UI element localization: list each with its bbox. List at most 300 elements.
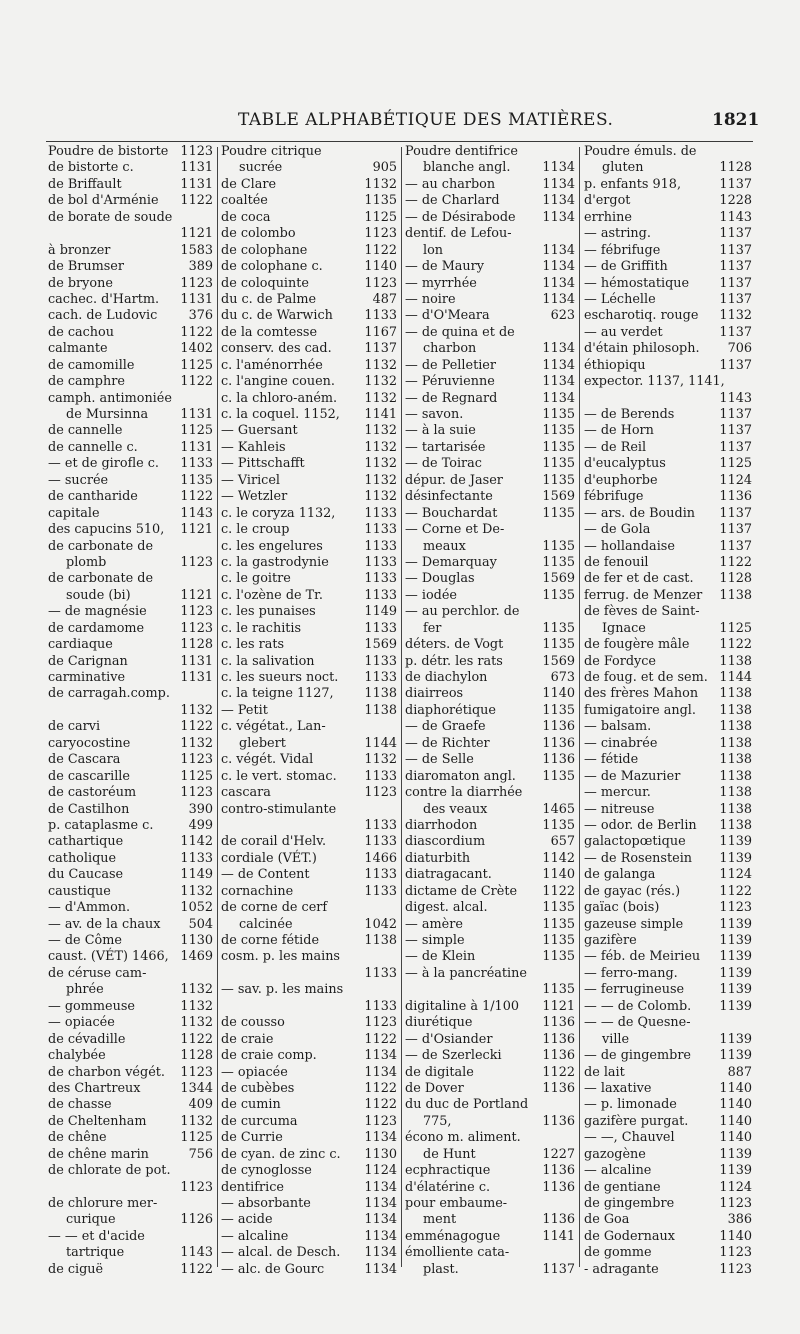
index-entry bbox=[405, 900, 575, 916]
entry-page: 1133 bbox=[364, 538, 397, 554]
entry-term: escharotiq. rouge bbox=[584, 308, 699, 324]
entry-page: 1123 bbox=[180, 604, 213, 620]
index-entry bbox=[405, 1114, 575, 1130]
entry-term: — de quina et de bbox=[405, 324, 515, 340]
index-entry bbox=[221, 555, 397, 571]
entry-term: — — de Colomb. bbox=[584, 998, 692, 1014]
entry-term: de chêne marin bbox=[48, 1146, 149, 1162]
index-entry bbox=[405, 243, 575, 259]
index-entry bbox=[221, 423, 397, 439]
entry-term: de chêne bbox=[48, 1130, 107, 1146]
entry-term: dentif. de Lefou- bbox=[405, 226, 512, 242]
entry-page: 1137 bbox=[719, 291, 752, 307]
entry-page: 1135 bbox=[542, 933, 575, 948]
entry-page: 1139 bbox=[719, 916, 752, 932]
entry-term: ecphractique bbox=[405, 1163, 491, 1179]
entry-term: — de Désirabode bbox=[405, 209, 516, 225]
entry-page: 1124 bbox=[719, 472, 752, 488]
entry-term: diaromaton angl. bbox=[405, 768, 516, 784]
index-entry bbox=[221, 802, 397, 818]
entry-term: de Godernaux bbox=[584, 1228, 675, 1244]
index-entry bbox=[48, 851, 213, 867]
entry-page: 1138 bbox=[364, 702, 397, 718]
entry-term: Poudre de bistorte bbox=[48, 144, 169, 159]
index-entry bbox=[584, 210, 752, 226]
index-entry bbox=[48, 686, 213, 702]
entry-term: — de Griffith bbox=[584, 259, 668, 275]
index-entry bbox=[584, 818, 752, 834]
index-entry bbox=[221, 621, 397, 637]
index-entry bbox=[48, 1212, 213, 1228]
entry-term: — mercur. bbox=[584, 785, 651, 801]
entry-page: 1143 bbox=[719, 209, 752, 225]
index-entry bbox=[221, 144, 397, 160]
entry-term: — Petit bbox=[221, 702, 268, 718]
index-entry bbox=[584, 160, 752, 176]
entry-term: de cascarille bbox=[48, 768, 130, 784]
index-entry bbox=[405, 539, 575, 555]
entry-term: de carvi bbox=[48, 719, 101, 735]
index-entry bbox=[48, 193, 213, 209]
index-entry bbox=[405, 1147, 575, 1163]
entry-page: 1135 bbox=[542, 587, 575, 603]
index-entry bbox=[584, 423, 752, 439]
entry-term: — ferrugineuse bbox=[584, 982, 685, 998]
index-entry bbox=[584, 456, 752, 472]
index-entry bbox=[221, 900, 397, 916]
entry-page: 1122 bbox=[180, 1031, 213, 1047]
entry-term: cach. de Ludovic bbox=[48, 308, 158, 324]
entry-term: — à la pancréatine bbox=[405, 965, 527, 981]
entry-term: — hollandaise bbox=[584, 538, 675, 554]
index-entry bbox=[584, 1048, 752, 1064]
index-entry bbox=[221, 407, 397, 423]
index-entry bbox=[48, 506, 213, 522]
entry-page: 1128 bbox=[719, 571, 752, 587]
entry-page: 1130 bbox=[364, 1146, 397, 1162]
entry-term: de foug. et de sem. bbox=[584, 670, 708, 685]
entry-term: de cantharide bbox=[48, 489, 138, 505]
entry-page: 1138 bbox=[719, 817, 752, 833]
entry-term: gazogène bbox=[584, 1146, 646, 1162]
entry-term: de Mursinna bbox=[66, 407, 149, 422]
entry-page: 1123 bbox=[364, 1015, 397, 1031]
index-entry bbox=[405, 391, 575, 407]
entry-term: de Dover bbox=[405, 1080, 464, 1096]
entry-page: 1135 bbox=[542, 768, 575, 784]
index-entry bbox=[221, 588, 397, 604]
entry-page: 1131 bbox=[180, 439, 213, 455]
entry-page: 756 bbox=[188, 1146, 213, 1162]
entry-page: 1133 bbox=[364, 768, 397, 784]
entry-term: — astring. bbox=[584, 226, 651, 242]
index-entry bbox=[584, 686, 752, 702]
entry-term: de fer et de cast. bbox=[584, 571, 694, 587]
index-entry bbox=[48, 374, 213, 390]
index-entry bbox=[48, 571, 213, 587]
index-entry bbox=[48, 144, 213, 160]
entry-page: 1138 bbox=[719, 702, 752, 718]
index-entry bbox=[221, 933, 397, 949]
entry-page: 1123 bbox=[364, 226, 397, 242]
index-entry bbox=[48, 210, 213, 226]
entry-term: pour embaume- bbox=[405, 1196, 508, 1211]
entry-term: — Demarquay bbox=[405, 554, 497, 570]
running-header bbox=[0, 110, 800, 136]
entry-term: — de Pelletier bbox=[405, 357, 496, 373]
entry-term: — à la suie bbox=[405, 423, 476, 439]
index-entry bbox=[405, 555, 575, 571]
entry-term: — de Content bbox=[221, 867, 310, 883]
index-entry bbox=[405, 144, 575, 160]
entry-page: 1134 bbox=[542, 160, 575, 176]
index-entry bbox=[221, 177, 397, 193]
index-entry bbox=[405, 999, 575, 1015]
entry-term: — cinabrée bbox=[584, 735, 658, 751]
entry-page: 1123 bbox=[719, 1261, 752, 1277]
entry-term: d'euphorbe bbox=[584, 472, 658, 488]
index-entry bbox=[221, 1114, 397, 1130]
index-entry bbox=[405, 1245, 575, 1261]
index-entry bbox=[221, 193, 397, 209]
entry-term: — gommeuse bbox=[48, 998, 135, 1014]
index-entry bbox=[584, 473, 752, 489]
index-entry bbox=[48, 1048, 213, 1064]
entry-page: 1132 bbox=[364, 439, 397, 455]
entry-term: — simple bbox=[405, 933, 465, 948]
entry-page: 1123 bbox=[364, 275, 397, 291]
index-entry bbox=[584, 226, 752, 242]
entry-page: 1136 bbox=[542, 1212, 575, 1228]
entry-page: 389 bbox=[188, 259, 213, 275]
entry-page: 1139 bbox=[719, 850, 752, 866]
entry-page: 1138 bbox=[719, 801, 752, 817]
entry-page: 1121 bbox=[180, 226, 213, 242]
entry-page: 1136 bbox=[542, 1113, 575, 1129]
index-entry bbox=[584, 769, 752, 785]
entry-page: 1135 bbox=[180, 472, 213, 488]
index-entry bbox=[221, 1212, 397, 1228]
index-entry bbox=[48, 177, 213, 193]
index-entry bbox=[221, 341, 397, 357]
index-entry bbox=[584, 752, 752, 768]
entry-term: — Wetzler bbox=[221, 489, 288, 505]
entry-term: d'ergot bbox=[584, 193, 631, 209]
entry-page: 1140 bbox=[719, 1130, 752, 1146]
entry-page: 1139 bbox=[719, 933, 752, 948]
entry-term: gazifère purgat. bbox=[584, 1113, 689, 1129]
entry-page: 1569 bbox=[542, 571, 575, 587]
entry-term: plomb bbox=[66, 554, 107, 570]
index-entry bbox=[48, 1081, 213, 1097]
index-entry bbox=[584, 867, 752, 883]
entry-page: 1140 bbox=[719, 1097, 752, 1113]
index-entry bbox=[405, 588, 575, 604]
entry-term: de Brumser bbox=[48, 259, 124, 275]
entry-page: 390 bbox=[188, 801, 213, 817]
column-divider bbox=[579, 147, 580, 1267]
index-entry bbox=[48, 1163, 213, 1179]
entry-page: 1123 bbox=[180, 752, 213, 768]
index-entry bbox=[48, 1147, 213, 1163]
entry-page: 1134 bbox=[364, 1048, 397, 1064]
index-entry bbox=[221, 308, 397, 324]
index-entry bbox=[584, 982, 752, 998]
index-entry bbox=[221, 522, 397, 538]
index-entry bbox=[221, 160, 397, 176]
index-entry bbox=[405, 884, 575, 900]
index-entry bbox=[221, 1229, 397, 1245]
entry-term: c. la teigne 1127, bbox=[221, 686, 334, 702]
entry-page: 1167 bbox=[364, 324, 397, 340]
index-entry bbox=[221, 999, 397, 1015]
entry-term: du Caucase bbox=[48, 867, 124, 883]
entry-term: d'élatérine c. bbox=[405, 1179, 491, 1195]
entry-term: déters. de Vogt bbox=[405, 637, 504, 653]
index-entry bbox=[405, 1097, 575, 1113]
entry-page: 673 bbox=[550, 670, 575, 685]
page-number: 1821 bbox=[712, 110, 760, 130]
entry-page: 1135 bbox=[542, 900, 575, 916]
entry-term: capitale bbox=[48, 505, 100, 521]
entry-page: 1135 bbox=[542, 538, 575, 554]
entry-page: 1122 bbox=[180, 193, 213, 209]
index-entry bbox=[405, 686, 575, 702]
entry-term: lon bbox=[423, 242, 444, 258]
entry-page: 1142 bbox=[542, 850, 575, 866]
index-entry bbox=[584, 292, 752, 308]
entry-term: c. la chloro-aném. bbox=[221, 390, 338, 406]
index-entry bbox=[221, 686, 397, 702]
entry-page: 657 bbox=[550, 834, 575, 850]
entry-page: 409 bbox=[188, 1097, 213, 1113]
entry-page: 1139 bbox=[719, 982, 752, 998]
index-entry bbox=[48, 226, 213, 242]
index-entry bbox=[584, 1081, 752, 1097]
entry-page: 376 bbox=[188, 308, 213, 324]
index-entry bbox=[584, 1196, 752, 1212]
column-divider bbox=[401, 147, 402, 1267]
entry-page: 1128 bbox=[180, 1048, 213, 1064]
entry-term: gluten bbox=[602, 160, 644, 176]
entry-page: 1131 bbox=[180, 670, 213, 685]
entry-term: cachec. d'Hartm. bbox=[48, 291, 160, 307]
index-column-2 bbox=[221, 144, 397, 1282]
entry-page: 1122 bbox=[719, 883, 752, 899]
entry-term: de fougère mâle bbox=[584, 637, 690, 653]
index-entry bbox=[48, 160, 213, 176]
index-entry bbox=[584, 1065, 752, 1081]
entry-page: 1144 bbox=[364, 735, 397, 751]
index-entry bbox=[48, 621, 213, 637]
entry-page: 1143 bbox=[180, 505, 213, 521]
index-entry bbox=[48, 785, 213, 801]
entry-term: de la comtesse bbox=[221, 324, 318, 340]
entry-term: — Péruvienne bbox=[405, 374, 495, 390]
index-entry bbox=[221, 292, 397, 308]
entry-term: — absorbante bbox=[221, 1196, 311, 1211]
entry-term: — de Mazurier bbox=[584, 768, 681, 784]
entry-page: 1138 bbox=[719, 752, 752, 768]
entry-page: 1137 bbox=[719, 259, 752, 275]
entry-term: de borate de soude bbox=[48, 209, 173, 225]
entry-term: de chasse bbox=[48, 1097, 112, 1113]
entry-term: — au verdet bbox=[584, 324, 663, 340]
entry-term: Poudre émuls. de bbox=[584, 144, 697, 159]
entry-term: de chlorure mer- bbox=[48, 1196, 158, 1211]
entry-page: 905 bbox=[372, 160, 397, 176]
entry-page: 1135 bbox=[542, 472, 575, 488]
entry-page: 1135 bbox=[542, 407, 575, 422]
index-entry bbox=[221, 489, 397, 505]
entry-page: 1136 bbox=[542, 735, 575, 751]
entry-term: de Goa bbox=[584, 1212, 630, 1228]
entry-term: des Chartreux bbox=[48, 1080, 141, 1096]
entry-page: 1138 bbox=[719, 686, 752, 702]
index-entry bbox=[48, 752, 213, 768]
entry-term: — ferro-mang. bbox=[584, 965, 678, 981]
index-entry bbox=[584, 489, 752, 505]
index-entry bbox=[584, 999, 752, 1015]
entry-term: d'étain philosoph. bbox=[584, 341, 700, 357]
entry-term: fer bbox=[423, 620, 442, 636]
entry-page: 1135 bbox=[542, 620, 575, 636]
entry-term: de cynoglosse bbox=[221, 1163, 312, 1179]
entry-term: cathartique bbox=[48, 834, 124, 850]
entry-page: 1134 bbox=[364, 1261, 397, 1277]
entry-page: 1125 bbox=[180, 357, 213, 373]
index-entry bbox=[221, 1147, 397, 1163]
entry-page: 1121 bbox=[180, 522, 213, 538]
entry-term: — — de Quesne- bbox=[584, 1015, 691, 1031]
index-entry bbox=[221, 966, 397, 982]
entry-term: de colombo bbox=[221, 226, 296, 242]
entry-term: de gomme bbox=[584, 1245, 652, 1261]
index-entry bbox=[221, 949, 397, 965]
entry-term: 775, bbox=[423, 1113, 452, 1129]
entry-term: cardiaque bbox=[48, 637, 113, 653]
entry-term: glebert bbox=[239, 735, 286, 751]
entry-term: ment bbox=[423, 1212, 457, 1228]
entry-term: meaux bbox=[423, 538, 466, 554]
index-entry bbox=[584, 506, 752, 522]
index-entry bbox=[221, 276, 397, 292]
index-entry bbox=[221, 1032, 397, 1048]
index-entry bbox=[584, 802, 752, 818]
entry-term: p. enfants 918, bbox=[584, 176, 682, 192]
index-entry bbox=[48, 539, 213, 555]
index-entry bbox=[584, 358, 752, 374]
index-entry bbox=[584, 834, 752, 850]
index-entry bbox=[584, 588, 752, 604]
entry-term: de carragah.comp. bbox=[48, 686, 170, 702]
index-entry bbox=[405, 423, 575, 439]
entry-page: 1139 bbox=[719, 1048, 752, 1064]
index-entry bbox=[48, 276, 213, 292]
entry-page: 1123 bbox=[180, 785, 213, 801]
entry-page: 1122 bbox=[719, 554, 752, 570]
entry-page: 1228 bbox=[719, 193, 752, 209]
entry-page: 1128 bbox=[719, 160, 752, 176]
entry-term: émolliente cata- bbox=[405, 1245, 510, 1261]
entry-page: 1134 bbox=[542, 357, 575, 373]
entry-term: — Guersant bbox=[221, 423, 298, 439]
entry-term: — Bouchardat bbox=[405, 505, 498, 521]
index-entry bbox=[584, 259, 752, 275]
index-entry bbox=[221, 243, 397, 259]
entry-term: — de gingembre bbox=[584, 1048, 692, 1064]
entry-term: — Douglas bbox=[405, 571, 475, 587]
index-entry bbox=[584, 341, 752, 357]
entry-term: fumigatoire angl. bbox=[584, 702, 696, 718]
entry-term: de Briffault bbox=[48, 176, 122, 192]
index-entry bbox=[405, 834, 575, 850]
entry-term: coaltée bbox=[221, 193, 268, 209]
index-entry bbox=[405, 769, 575, 785]
entry-term: digitaline à 1/100 bbox=[405, 998, 519, 1014]
entry-term: - adragante bbox=[584, 1261, 659, 1277]
index-entry bbox=[221, 884, 397, 900]
entry-page: 1134 bbox=[542, 176, 575, 192]
entry-page: 1135 bbox=[542, 817, 575, 833]
entry-page: 1123 bbox=[180, 1064, 213, 1080]
index-entry bbox=[405, 440, 575, 456]
entry-page: 1143 bbox=[180, 1245, 213, 1261]
index-entry bbox=[48, 654, 213, 670]
entry-term: catholique bbox=[48, 850, 117, 866]
index-entry bbox=[221, 506, 397, 522]
index-entry bbox=[221, 834, 397, 850]
index-entry bbox=[405, 341, 575, 357]
entry-term: cornachine bbox=[221, 883, 294, 899]
index-entry bbox=[584, 736, 752, 752]
entry-term: de colophane bbox=[221, 242, 308, 258]
index-entry bbox=[405, 259, 575, 275]
entry-page: 1135 bbox=[542, 456, 575, 472]
entry-page: 1137 bbox=[719, 226, 752, 242]
entry-page: 1137 bbox=[719, 439, 752, 455]
entry-page: 1123 bbox=[364, 1113, 397, 1129]
entry-term: de camphre bbox=[48, 374, 125, 390]
entry-page: 1465 bbox=[542, 801, 575, 817]
entry-term: de Cascara bbox=[48, 752, 121, 768]
entry-term: — au perchlor. de bbox=[405, 604, 520, 620]
entry-term: — alcal. de Desch. bbox=[221, 1245, 341, 1261]
entry-term: — de Selle bbox=[405, 752, 474, 768]
entry-page: 1122 bbox=[719, 637, 752, 653]
index-entry bbox=[405, 489, 575, 505]
entry-page: 1132 bbox=[364, 357, 397, 373]
entry-term: de digitale bbox=[405, 1064, 474, 1080]
entry-page: 1142 bbox=[180, 834, 213, 850]
entry-term: gazifère bbox=[584, 933, 637, 948]
index-entry bbox=[221, 818, 397, 834]
index-entry bbox=[584, 308, 752, 324]
index-entry bbox=[584, 144, 752, 160]
entry-term: chalybée bbox=[48, 1048, 106, 1064]
entry-term: de gayac (rés.) bbox=[584, 883, 681, 899]
entry-page: 386 bbox=[727, 1212, 752, 1228]
entry-page: 1135 bbox=[364, 193, 397, 209]
entry-term: — alcaline bbox=[221, 1228, 289, 1244]
entry-term: de curcuma bbox=[221, 1113, 298, 1129]
entry-term: tartrique bbox=[66, 1245, 125, 1261]
index-entry bbox=[48, 473, 213, 489]
index-entry bbox=[405, 966, 575, 982]
entry-page: 1134 bbox=[364, 1196, 397, 1211]
index-entry bbox=[584, 621, 752, 637]
index-entry bbox=[221, 374, 397, 390]
